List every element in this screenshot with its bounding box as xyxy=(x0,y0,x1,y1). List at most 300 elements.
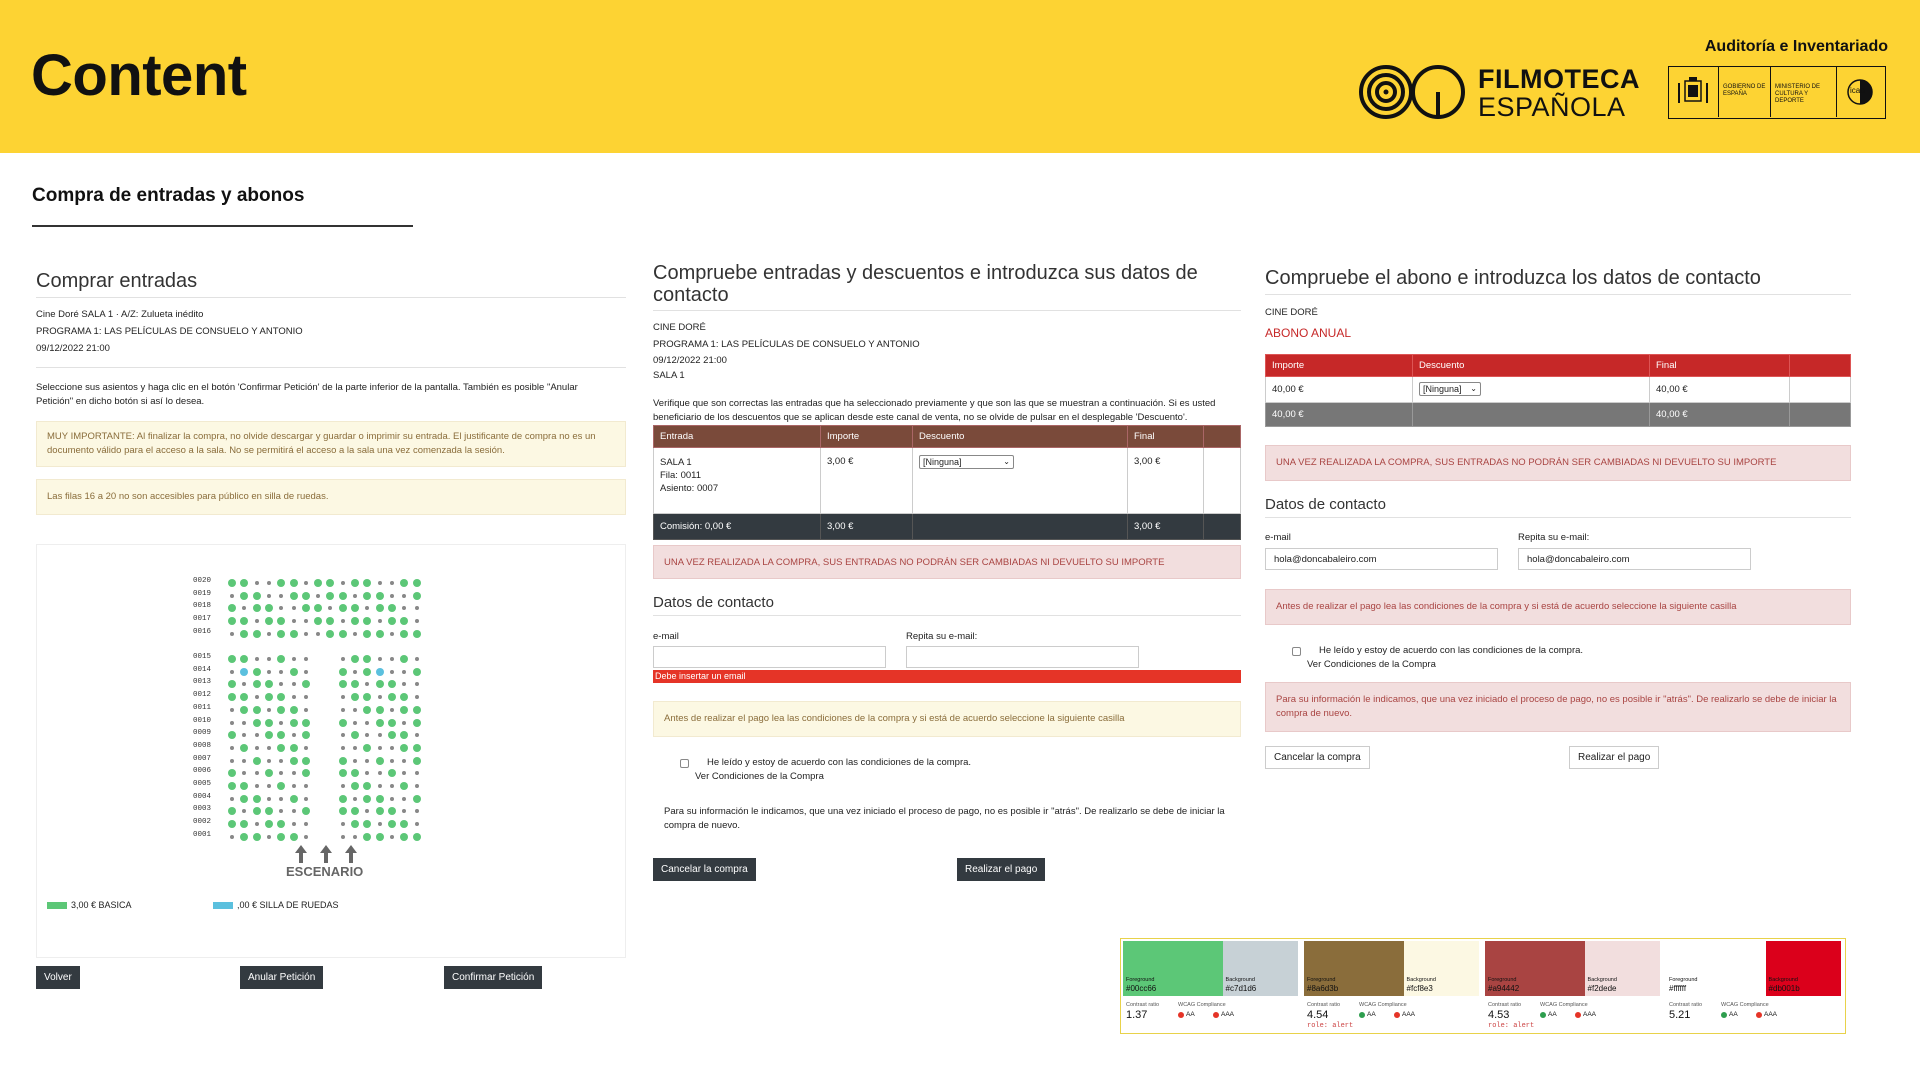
seat[interactable] xyxy=(413,833,421,841)
seat[interactable] xyxy=(265,807,273,815)
seat[interactable] xyxy=(341,657,345,661)
seat[interactable] xyxy=(363,782,371,790)
seat[interactable] xyxy=(390,708,394,712)
seat[interactable] xyxy=(363,617,371,625)
seat[interactable] xyxy=(228,820,236,828)
seat[interactable] xyxy=(351,680,359,688)
seat[interactable] xyxy=(365,721,369,725)
seat[interactable] xyxy=(363,655,371,663)
seat[interactable] xyxy=(279,594,283,598)
seat[interactable] xyxy=(230,708,234,712)
seat[interactable] xyxy=(302,807,310,815)
seat[interactable] xyxy=(277,731,285,739)
seat[interactable] xyxy=(339,769,347,777)
seat[interactable] xyxy=(292,695,296,699)
seat[interactable] xyxy=(415,682,419,686)
seat[interactable] xyxy=(302,592,310,600)
seat[interactable] xyxy=(304,797,308,801)
seat[interactable] xyxy=(292,809,296,813)
seat[interactable] xyxy=(413,744,421,752)
seat[interactable] xyxy=(378,619,382,623)
seat[interactable] xyxy=(413,795,421,803)
seat[interactable] xyxy=(292,657,296,661)
seat[interactable] xyxy=(267,657,271,661)
seat[interactable] xyxy=(255,771,259,775)
seat[interactable] xyxy=(316,632,320,636)
seat[interactable] xyxy=(351,617,359,625)
seat[interactable] xyxy=(341,695,345,699)
seat[interactable] xyxy=(253,668,261,676)
seat[interactable] xyxy=(240,795,248,803)
seat[interactable] xyxy=(341,619,345,623)
seat[interactable] xyxy=(376,757,384,765)
seat[interactable] xyxy=(304,657,308,661)
cancel-request-button[interactable]: Anular Petición xyxy=(240,966,323,989)
seat[interactable] xyxy=(265,617,273,625)
seat[interactable] xyxy=(363,630,371,638)
seat[interactable] xyxy=(351,579,359,587)
seat[interactable] xyxy=(402,721,406,725)
seat[interactable] xyxy=(363,592,371,600)
seat[interactable] xyxy=(240,617,248,625)
seat[interactable] xyxy=(228,680,236,688)
seat[interactable] xyxy=(242,771,246,775)
seat[interactable] xyxy=(304,619,308,623)
seat[interactable] xyxy=(240,706,248,714)
seat[interactable] xyxy=(279,682,283,686)
seat[interactable] xyxy=(228,579,236,587)
seat[interactable] xyxy=(353,594,357,598)
seat[interactable] xyxy=(413,579,421,587)
seat[interactable] xyxy=(253,604,261,612)
seat[interactable] xyxy=(363,820,371,828)
seat[interactable] xyxy=(365,733,369,737)
seat[interactable] xyxy=(376,795,384,803)
seat[interactable] xyxy=(242,733,246,737)
seat[interactable] xyxy=(290,795,298,803)
seat[interactable] xyxy=(365,771,369,775)
seat[interactable] xyxy=(413,668,421,676)
seat[interactable] xyxy=(353,746,357,750)
seat[interactable] xyxy=(314,617,322,625)
seat[interactable] xyxy=(413,592,421,600)
seat[interactable] xyxy=(363,833,371,841)
seat[interactable] xyxy=(230,670,234,674)
seat[interactable] xyxy=(351,782,359,790)
seat[interactable] xyxy=(255,657,259,661)
seat[interactable] xyxy=(267,835,271,839)
seat[interactable] xyxy=(314,579,322,587)
seat[interactable] xyxy=(341,746,345,750)
seat[interactable] xyxy=(388,807,396,815)
seat[interactable] xyxy=(353,835,357,839)
seat[interactable] xyxy=(400,833,408,841)
seat[interactable] xyxy=(376,630,384,638)
conditions-checkbox[interactable] xyxy=(680,759,689,768)
seat[interactable] xyxy=(339,668,347,676)
seat[interactable] xyxy=(290,668,298,676)
pay-button[interactable]: Realizar el pago xyxy=(1569,746,1659,769)
seat[interactable] xyxy=(253,706,261,714)
seat[interactable] xyxy=(292,606,296,610)
seat[interactable] xyxy=(413,719,421,727)
seat[interactable] xyxy=(228,769,236,777)
seat[interactable] xyxy=(267,784,271,788)
seat[interactable] xyxy=(390,594,394,598)
seat[interactable] xyxy=(351,820,359,828)
seat[interactable] xyxy=(265,680,273,688)
seat[interactable] xyxy=(341,784,345,788)
seat[interactable] xyxy=(353,721,357,725)
seat[interactable] xyxy=(390,657,394,661)
seat[interactable] xyxy=(402,682,406,686)
discount-select[interactable] xyxy=(919,455,1014,469)
seat[interactable] xyxy=(242,682,246,686)
seat[interactable] xyxy=(388,680,396,688)
seat[interactable] xyxy=(242,809,246,813)
seat[interactable] xyxy=(292,784,296,788)
seat[interactable] xyxy=(351,731,359,739)
seat[interactable] xyxy=(339,630,347,638)
seat[interactable] xyxy=(402,606,406,610)
seat[interactable] xyxy=(413,706,421,714)
seat[interactable] xyxy=(388,769,396,777)
seat[interactable] xyxy=(240,655,248,663)
seat[interactable] xyxy=(277,833,285,841)
seat[interactable] xyxy=(390,784,394,788)
seat[interactable] xyxy=(390,670,394,674)
seat[interactable] xyxy=(376,680,384,688)
seat[interactable] xyxy=(400,706,408,714)
seat[interactable] xyxy=(267,632,271,636)
email-repeat-field[interactable] xyxy=(906,646,1139,668)
seat[interactable] xyxy=(378,746,382,750)
seat[interactable] xyxy=(304,822,308,826)
seat[interactable] xyxy=(351,655,359,663)
conditions-link[interactable]: Ver Condiciones de la Compra xyxy=(1307,659,1436,670)
seat[interactable] xyxy=(302,757,310,765)
seat[interactable] xyxy=(388,693,396,701)
seat[interactable] xyxy=(328,606,332,610)
seat[interactable] xyxy=(363,693,371,701)
seat[interactable] xyxy=(378,695,382,699)
seat[interactable] xyxy=(390,581,394,585)
seat[interactable] xyxy=(353,632,357,636)
seat[interactable] xyxy=(277,820,285,828)
seat[interactable] xyxy=(292,771,296,775)
seat[interactable] xyxy=(253,630,261,638)
seat[interactable] xyxy=(415,771,419,775)
seat[interactable] xyxy=(279,809,283,813)
seat[interactable] xyxy=(415,784,419,788)
seat[interactable] xyxy=(363,579,371,587)
seat[interactable] xyxy=(341,708,345,712)
seat[interactable] xyxy=(413,757,421,765)
conditions-checkbox[interactable] xyxy=(1292,647,1301,656)
seat[interactable] xyxy=(400,630,408,638)
seat[interactable] xyxy=(240,579,248,587)
seat[interactable] xyxy=(351,693,359,701)
seat[interactable] xyxy=(279,797,283,801)
seat[interactable] xyxy=(230,721,234,725)
seat[interactable] xyxy=(290,630,298,638)
seat[interactable] xyxy=(265,693,273,701)
seat[interactable] xyxy=(353,797,357,801)
seat[interactable] xyxy=(390,797,394,801)
seat[interactable] xyxy=(326,579,334,587)
email-field[interactable]: hola@doncabaleiro.com xyxy=(1265,548,1498,570)
seat[interactable] xyxy=(290,706,298,714)
seat[interactable] xyxy=(400,820,408,828)
seat[interactable] xyxy=(388,604,396,612)
seat[interactable] xyxy=(413,630,421,638)
seat[interactable] xyxy=(302,769,310,777)
seat[interactable] xyxy=(378,581,382,585)
seat[interactable] xyxy=(378,771,382,775)
seat[interactable] xyxy=(400,782,408,790)
seat[interactable] xyxy=(339,807,347,815)
seat[interactable] xyxy=(363,744,371,752)
seat[interactable] xyxy=(304,670,308,674)
seat[interactable] xyxy=(240,744,248,752)
seat[interactable] xyxy=(339,604,347,612)
seat[interactable] xyxy=(351,769,359,777)
seat[interactable] xyxy=(292,619,296,623)
seat[interactable] xyxy=(415,657,419,661)
seat[interactable] xyxy=(228,617,236,625)
seat[interactable] xyxy=(279,759,283,763)
seat[interactable] xyxy=(365,809,369,813)
seat[interactable] xyxy=(341,835,345,839)
discount-select[interactable] xyxy=(1419,382,1481,396)
seat[interactable] xyxy=(277,617,285,625)
seat[interactable] xyxy=(279,721,283,725)
seat[interactable] xyxy=(255,581,259,585)
seat[interactable] xyxy=(402,594,406,598)
seat[interactable] xyxy=(339,757,347,765)
seat[interactable] xyxy=(400,731,408,739)
email-repeat-field[interactable]: hola@doncabaleiro.com xyxy=(1518,548,1751,570)
seat[interactable] xyxy=(415,619,419,623)
seat[interactable] xyxy=(378,657,382,661)
seat[interactable] xyxy=(267,759,271,763)
seat[interactable] xyxy=(339,680,347,688)
seat[interactable] xyxy=(290,579,298,587)
seat[interactable] xyxy=(390,746,394,750)
seat[interactable] xyxy=(290,719,298,727)
seat[interactable] xyxy=(267,797,271,801)
seat[interactable] xyxy=(228,782,236,790)
seat[interactable] xyxy=(267,746,271,750)
seat[interactable] xyxy=(255,746,259,750)
cancel-purchase-button[interactable]: Cancelar la compra xyxy=(1265,746,1370,769)
seat[interactable] xyxy=(390,759,394,763)
seat[interactable] xyxy=(376,706,384,714)
conditions-link[interactable]: Ver Condiciones de la Compra xyxy=(695,771,824,782)
seat[interactable] xyxy=(265,719,273,727)
seat[interactable] xyxy=(378,733,382,737)
seat[interactable] xyxy=(255,619,259,623)
seat[interactable] xyxy=(388,731,396,739)
seat[interactable] xyxy=(400,655,408,663)
seat[interactable] xyxy=(363,795,371,803)
seat[interactable] xyxy=(326,592,334,600)
seat[interactable] xyxy=(255,822,259,826)
seat[interactable] xyxy=(255,695,259,699)
seat[interactable] xyxy=(376,668,384,676)
seat[interactable] xyxy=(242,606,246,610)
seat[interactable] xyxy=(415,695,419,699)
seat[interactable] xyxy=(290,592,298,600)
cancel-purchase-button[interactable]: Cancelar la compra xyxy=(653,858,756,881)
seat[interactable] xyxy=(292,682,296,686)
seat[interactable] xyxy=(376,719,384,727)
seat[interactable] xyxy=(339,795,347,803)
seat[interactable] xyxy=(242,721,246,725)
seat[interactable] xyxy=(363,706,371,714)
seat[interactable] xyxy=(353,670,357,674)
seat[interactable] xyxy=(240,833,248,841)
seat[interactable] xyxy=(388,617,396,625)
seat[interactable] xyxy=(277,630,285,638)
seat[interactable] xyxy=(265,769,273,777)
seat[interactable] xyxy=(277,579,285,587)
seat[interactable] xyxy=(415,822,419,826)
seat[interactable] xyxy=(265,731,273,739)
seat[interactable] xyxy=(390,835,394,839)
seat[interactable] xyxy=(230,835,234,839)
seat[interactable] xyxy=(265,820,273,828)
seat[interactable] xyxy=(253,833,261,841)
seat[interactable] xyxy=(302,604,310,612)
seat[interactable] xyxy=(304,835,308,839)
seat[interactable] xyxy=(402,759,406,763)
seat[interactable] xyxy=(279,606,283,610)
seat[interactable] xyxy=(390,632,394,636)
seat[interactable] xyxy=(365,606,369,610)
seat[interactable] xyxy=(316,594,320,598)
seat[interactable] xyxy=(292,822,296,826)
seat[interactable] xyxy=(228,807,236,815)
seat[interactable] xyxy=(402,809,406,813)
seat[interactable] xyxy=(365,682,369,686)
seat[interactable] xyxy=(378,822,382,826)
pay-button[interactable]: Realizar el pago xyxy=(957,858,1045,881)
seat[interactable] xyxy=(253,592,261,600)
seat[interactable] xyxy=(277,782,285,790)
back-button[interactable]: Volver xyxy=(36,966,80,989)
seat[interactable] xyxy=(253,680,261,688)
seat[interactable] xyxy=(267,581,271,585)
seat[interactable] xyxy=(302,719,310,727)
seat[interactable] xyxy=(230,594,234,598)
seat[interactable] xyxy=(400,693,408,701)
seat[interactable] xyxy=(341,733,345,737)
seat[interactable] xyxy=(339,719,347,727)
seat[interactable] xyxy=(326,617,334,625)
seat[interactable] xyxy=(351,604,359,612)
seat[interactable] xyxy=(402,797,406,801)
seat[interactable] xyxy=(240,630,248,638)
seat[interactable] xyxy=(326,630,334,638)
seat[interactable] xyxy=(277,706,285,714)
seat[interactable] xyxy=(304,746,308,750)
seat[interactable] xyxy=(255,733,259,737)
seat[interactable] xyxy=(400,579,408,587)
seat[interactable] xyxy=(339,592,347,600)
seat[interactable] xyxy=(376,807,384,815)
seat[interactable] xyxy=(363,668,371,676)
seat[interactable] xyxy=(279,771,283,775)
seat[interactable] xyxy=(267,594,271,598)
seat[interactable] xyxy=(400,617,408,625)
seat[interactable] xyxy=(267,670,271,674)
seat[interactable] xyxy=(228,604,236,612)
seat[interactable] xyxy=(304,708,308,712)
seat[interactable] xyxy=(240,782,248,790)
seat[interactable] xyxy=(228,731,236,739)
seat[interactable] xyxy=(277,744,285,752)
seat[interactable] xyxy=(230,797,234,801)
seat[interactable] xyxy=(353,708,357,712)
seat[interactable] xyxy=(240,693,248,701)
seat[interactable] xyxy=(292,733,296,737)
seat[interactable] xyxy=(253,719,261,727)
seat[interactable] xyxy=(353,759,357,763)
seat[interactable] xyxy=(240,820,248,828)
seat[interactable] xyxy=(388,719,396,727)
seat[interactable] xyxy=(351,807,359,815)
seat[interactable] xyxy=(302,731,310,739)
seat[interactable] xyxy=(253,795,261,803)
seat[interactable] xyxy=(228,655,236,663)
seat[interactable] xyxy=(240,592,248,600)
seat[interactable] xyxy=(290,833,298,841)
seat[interactable] xyxy=(277,693,285,701)
seat[interactable] xyxy=(304,581,308,585)
seat[interactable] xyxy=(304,784,308,788)
seat[interactable] xyxy=(400,744,408,752)
seat[interactable] xyxy=(267,708,271,712)
seat[interactable] xyxy=(402,771,406,775)
seat[interactable] xyxy=(415,606,419,610)
seat[interactable] xyxy=(314,604,322,612)
seat[interactable] xyxy=(341,581,345,585)
seat[interactable] xyxy=(302,680,310,688)
confirm-request-button[interactable]: Confirmar Petición xyxy=(444,966,542,989)
seat[interactable] xyxy=(240,668,248,676)
seat[interactable] xyxy=(230,632,234,636)
seat[interactable] xyxy=(230,759,234,763)
seat[interactable] xyxy=(304,632,308,636)
seat[interactable] xyxy=(402,670,406,674)
seat[interactable] xyxy=(341,822,345,826)
seat[interactable] xyxy=(365,759,369,763)
seat[interactable] xyxy=(253,807,261,815)
seat[interactable] xyxy=(376,833,384,841)
seat[interactable] xyxy=(388,820,396,828)
seat[interactable] xyxy=(242,759,246,763)
seat[interactable] xyxy=(255,784,259,788)
seat[interactable] xyxy=(378,784,382,788)
seat[interactable] xyxy=(265,604,273,612)
seat[interactable] xyxy=(304,695,308,699)
seat[interactable] xyxy=(376,592,384,600)
seat[interactable] xyxy=(415,733,419,737)
seat[interactable] xyxy=(228,693,236,701)
seat[interactable] xyxy=(277,655,285,663)
seat[interactable] xyxy=(253,757,261,765)
